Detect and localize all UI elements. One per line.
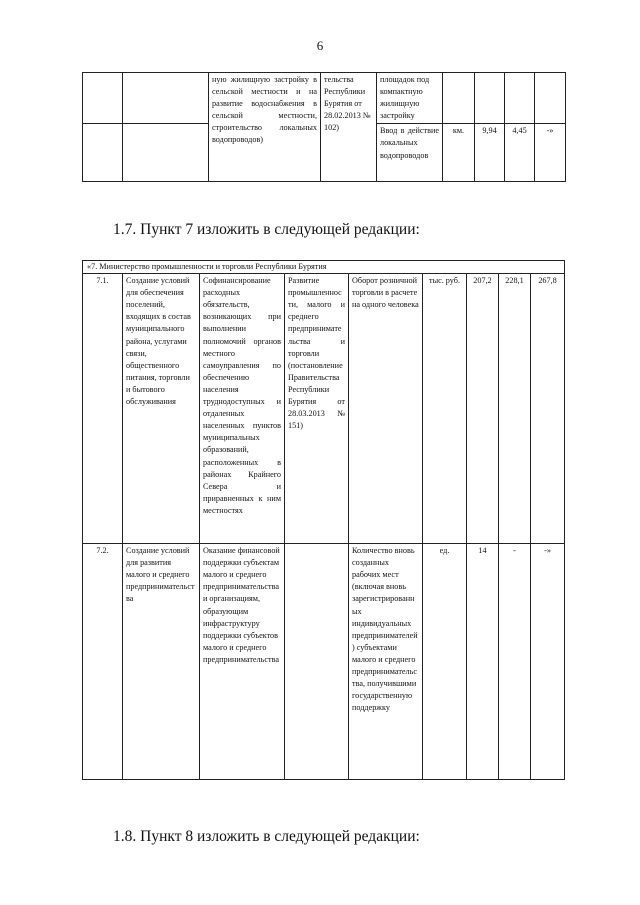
cell-indicator: Оборот розничной торговли в расчете на одного человека	[349, 274, 423, 544]
cell-value-1: 207,2	[467, 274, 499, 544]
heading-item-8: 1.8. Пункт 8 изложить в следующей редакции:	[113, 828, 420, 845]
cell-number: 7.2.	[83, 544, 123, 780]
cell-value-3: -»	[535, 124, 566, 182]
cell-empty	[83, 124, 123, 182]
top-table-fragment	[82, 72, 566, 182]
cell-value-2: 4,45	[505, 124, 535, 182]
cell-program: тельства Республики Бурятия от 28.02.2013 № 102)	[321, 73, 377, 182]
table-header-row	[83, 261, 565, 274]
table-row	[83, 544, 565, 780]
section-header: «7. Министерство промышленности и торговли Республики Бурятия	[83, 261, 565, 274]
table-row	[83, 274, 565, 544]
heading-item-7: 1.7. Пункт 7 изложить в следующей редакции:	[113, 221, 420, 238]
cell-value-2: 228,1	[499, 274, 531, 544]
cell-empty	[505, 73, 535, 124]
cell-empty	[123, 124, 209, 182]
cell-empty	[475, 73, 505, 124]
cell-name: Создание условий для развития малого и среднего предпринимательства	[123, 544, 200, 780]
cell-empty	[123, 73, 209, 124]
cell-unit: тыс. руб.	[423, 274, 467, 544]
cell-indicator-1: площадок под компактную жилищную застройку	[377, 73, 443, 124]
cell-value-3: 267,8	[531, 274, 565, 544]
cell-value-3: -»	[531, 544, 565, 780]
cell-unit: км.	[443, 124, 475, 182]
cell-description: ную жилищную застройку в сельской местности и на развитие водоснабжения в сельской местности, строительство локальных водопроводов)	[209, 73, 321, 182]
cell-name: Создание условий для обеспечения поселений, входящих в состав муниципального района, услугами связи, общественного питания, торговли и бытового обслуживания	[123, 274, 200, 544]
cell-indicator-2: Ввод в действие локальных водопроводов	[377, 124, 443, 182]
section-7-table	[82, 260, 565, 780]
cell-empty	[443, 73, 475, 124]
cell-value-1: 9,94	[475, 124, 505, 182]
cell-description: Софинансирование расходных обязательств, возникающих при выполнении полномочий органов местного самоуправления по обеспечению населения труднодоступных и отдаленных населенных пунктов муниципальных образований, расположенных в районах Крайнего Севера и приравненных к ним местностях	[200, 274, 285, 544]
cell-program	[285, 544, 349, 780]
cell-number: 7.1.	[83, 274, 123, 544]
cell-indicator: Количество вновь созданных рабочих мест (включая вновь зарегистрированных индивидуальных предпринимателей) субъектами малого и среднего предпринимательства, получившими государственную поддержку	[349, 544, 423, 780]
cell-empty	[535, 73, 566, 124]
table-row	[83, 73, 566, 124]
cell-description: Оказание финансовой поддержки субъектам малого и среднего предпринимательства и организациям, образующим инфраструктуру поддержки субъектов малого и среднего предпринимательства	[200, 544, 285, 780]
cell-value-2: -	[499, 544, 531, 780]
page-number: 6	[316, 38, 324, 53]
cell-empty	[83, 73, 123, 124]
cell-unit: ед.	[423, 544, 467, 780]
cell-program: Развитие промышленности, малого и среднего предпринимательства и торговли (постановление Правительства Республики Бурятия от 28.03.2013 № 151)	[285, 274, 349, 544]
cell-value-1: 14	[467, 544, 499, 780]
